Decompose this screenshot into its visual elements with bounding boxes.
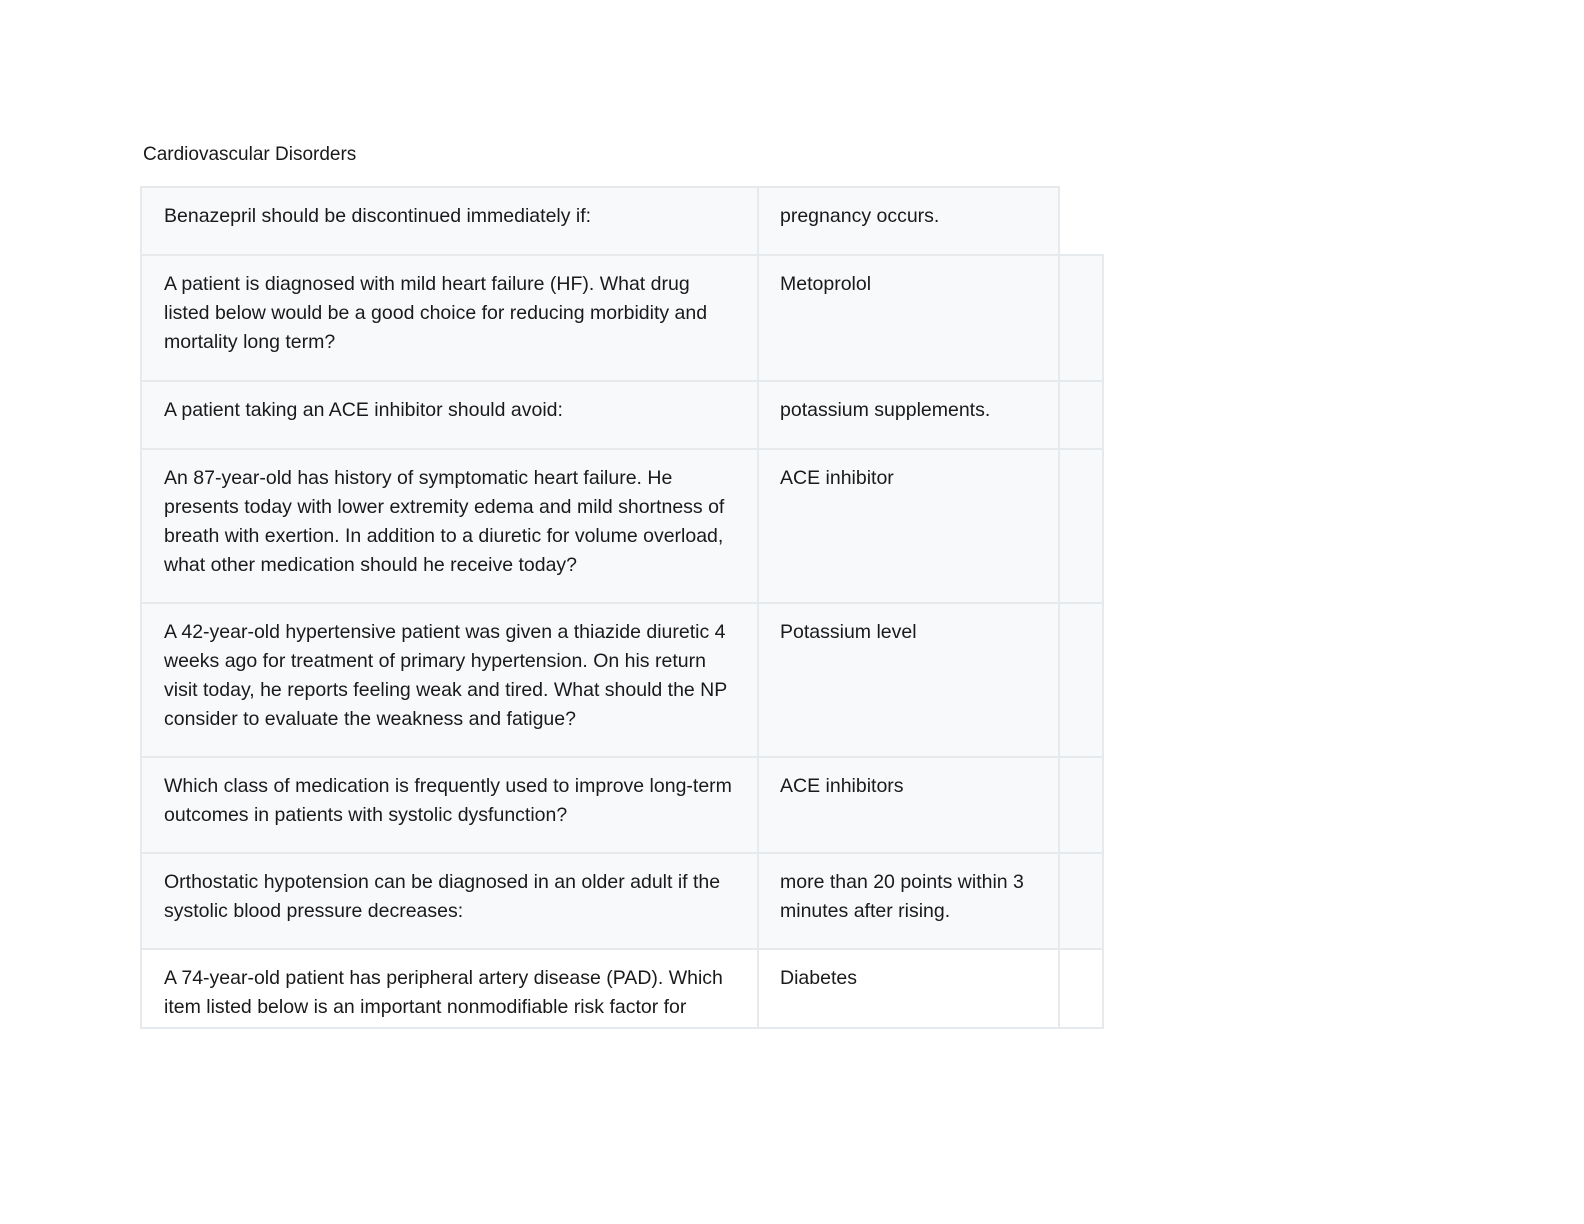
answer-cell: Potassium level bbox=[757, 604, 1058, 756]
answer-cell: Diabetes bbox=[757, 950, 1058, 1027]
empty-cell bbox=[1058, 450, 1104, 602]
table-row bbox=[140, 448, 1104, 602]
question-cell: Orthostatic hypotension can be diagnosed in an older adult if the systolic blood pressure decreases: bbox=[140, 854, 757, 948]
answer-cell: Metoprolol bbox=[757, 256, 1058, 380]
answer-cell: potassium supplements. bbox=[757, 382, 1058, 448]
table-border bbox=[140, 1027, 1104, 1029]
question-cell: A patient taking an ACE inhibitor should avoid: bbox=[140, 382, 757, 448]
empty-cell bbox=[1058, 382, 1104, 448]
page-title: Cardiovascular Disorders bbox=[143, 144, 357, 165]
answer-cell: ACE inhibitors bbox=[757, 758, 1058, 852]
table-row bbox=[140, 948, 1104, 1027]
table-border bbox=[1058, 186, 1060, 254]
question-cell: A patient is diagnosed with mild heart failure (HF). What drug listed below would be a good choice for reducing morbidity and mortality long term? bbox=[140, 256, 757, 380]
table-row bbox=[140, 852, 1104, 948]
qa-table bbox=[140, 186, 1104, 1031]
question-cell: An 87-year-old has history of symptomatic heart failure. He presents today with lower extremity edema and mild shortness of breath with exertion. In addition to a diuretic for volume overload, what other medication should he receive today? bbox=[140, 450, 757, 602]
answer-cell: ACE inhibitor bbox=[757, 450, 1058, 602]
empty-cell bbox=[1058, 758, 1104, 852]
empty-cell bbox=[1058, 604, 1104, 756]
empty-cell bbox=[1058, 256, 1104, 380]
table-row bbox=[140, 186, 1060, 254]
table-row bbox=[140, 756, 1104, 852]
question-cell: Which class of medication is frequently used to improve long-term outcomes in patients with systolic dysfunction? bbox=[140, 758, 757, 852]
empty-cell bbox=[1058, 854, 1104, 948]
answer-cell: pregnancy occurs. bbox=[757, 188, 1058, 254]
question-cell: A 42-year-old hypertensive patient was given a thiazide diuretic 4 weeks ago for treatment of primary hypertension. On his return visit today, he reports feeling weak and tired. What should the NP consider to evaluate the weakness and fatigue? bbox=[140, 604, 757, 756]
table-row bbox=[140, 254, 1104, 380]
empty-cell bbox=[1058, 950, 1104, 1027]
table-row bbox=[140, 380, 1104, 448]
answer-cell: more than 20 points within 3 minutes after rising. bbox=[757, 854, 1058, 948]
question-cell: A 74-year-old patient has peripheral artery disease (PAD). Which item listed below is an important nonmodifiable risk factor for bbox=[140, 950, 757, 1027]
table-row bbox=[140, 602, 1104, 756]
question-cell: Benazepril should be discontinued immediately if: bbox=[140, 188, 757, 254]
